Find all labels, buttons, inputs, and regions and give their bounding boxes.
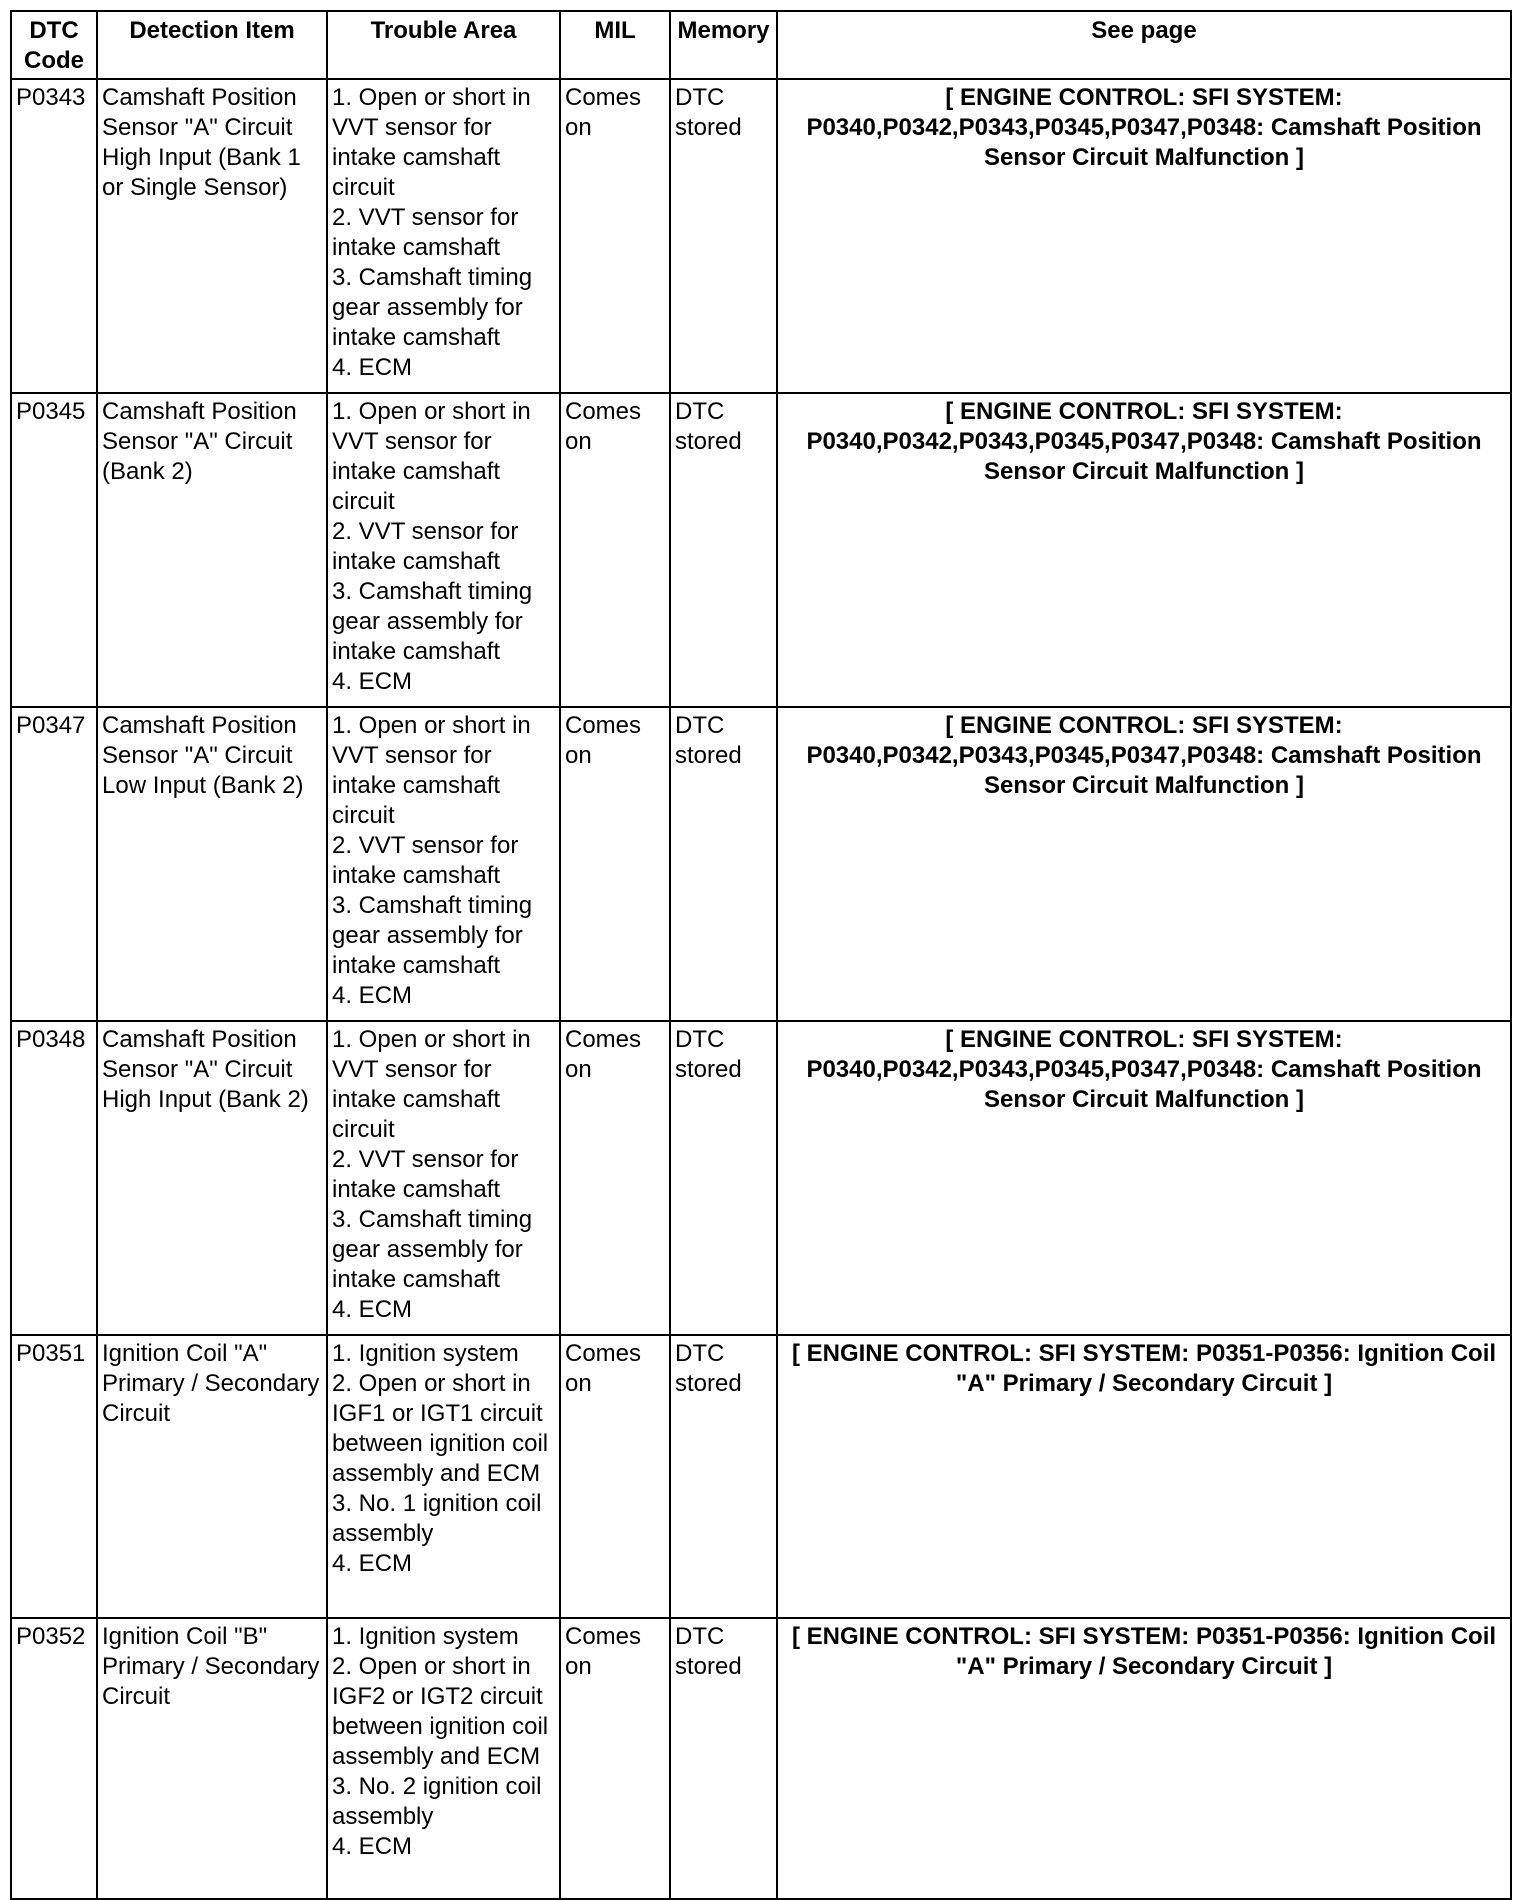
trouble-area-cell xyxy=(327,1021,560,1335)
dtc-table xyxy=(10,10,1512,1900)
trouble-area-line: 3. No. 2 ignition coil assembly xyxy=(332,1773,542,1830)
see-page-link[interactable]: [ ENGINE CONTROL: SFI SYSTEM: P0351-P0356: Ignition Coil "A" Primary / Secondary Circuit ] xyxy=(777,1618,1511,1899)
trouble-area-line: 4. ECM xyxy=(332,982,413,1009)
dtc-code-cell: P0347 xyxy=(11,707,97,1021)
dtc-code-cell: P0345 xyxy=(11,393,97,707)
trouble-area-line: 4. ECM xyxy=(332,1833,413,1860)
header-dtc-code: DTC Code xyxy=(11,11,97,79)
detection-item-cell: Ignition Coil "B" Primary / Secondary Circuit xyxy=(97,1618,327,1899)
trouble-area-line: 3. No. 1 ignition coil assembly xyxy=(332,1490,542,1547)
detection-item-cell: Camshaft Position Sensor "A" Circuit High Input (Bank 2) xyxy=(97,1021,327,1335)
see-page-link[interactable]: [ ENGINE CONTROL: SFI SYSTEM: P0340,P0342,P0343,P0345,P0347,P0348: Camshaft Position Sensor Circuit Malfunction ] xyxy=(777,393,1511,707)
header-detection-item: Detection Item xyxy=(97,11,327,79)
trouble-area-line: 2. Open or short in IGF2 or IGT2 circuit between ignition coil assembly and ECM xyxy=(332,1653,549,1770)
header-mil: MIL xyxy=(560,11,670,79)
trouble-area-line: 1. Open or short in VVT sensor for intake camshaft circuit xyxy=(332,398,531,515)
dtc-code-cell: P0351 xyxy=(11,1335,97,1618)
memory-cell: DTC stored xyxy=(670,79,777,393)
trouble-area-line: 4. ECM xyxy=(332,1550,413,1577)
trouble-area-line: 3. Camshaft timing gear assembly for intake camshaft xyxy=(332,892,533,979)
see-page-link[interactable]: [ ENGINE CONTROL: SFI SYSTEM: P0351-P0356: Ignition Coil "A" Primary / Secondary Circuit ] xyxy=(777,1335,1511,1618)
table-row xyxy=(11,707,1511,1021)
mil-cell: Comes on xyxy=(560,79,670,393)
table-row xyxy=(11,1335,1511,1618)
trouble-area-cell xyxy=(327,393,560,707)
mil-cell: Comes on xyxy=(560,393,670,707)
see-page-link[interactable]: [ ENGINE CONTROL: SFI SYSTEM: P0340,P0342,P0343,P0345,P0347,P0348: Camshaft Position Sensor Circuit Malfunction ] xyxy=(777,79,1511,393)
table-row xyxy=(11,79,1511,393)
trouble-area-line: 2. VVT sensor for intake camshaft xyxy=(332,1146,519,1203)
dtc-code-cell: P0348 xyxy=(11,1021,97,1335)
mil-cell: Comes on xyxy=(560,1021,670,1335)
dtc-code-cell: P0343 xyxy=(11,79,97,393)
memory-cell: DTC stored xyxy=(670,1335,777,1618)
see-page-link[interactable]: [ ENGINE CONTROL: SFI SYSTEM: P0340,P0342,P0343,P0345,P0347,P0348: Camshaft Position Sensor Circuit Malfunction ] xyxy=(777,707,1511,1021)
header-see-page: See page xyxy=(777,11,1511,79)
mil-cell: Comes on xyxy=(560,1618,670,1899)
trouble-area-line: 1. Open or short in VVT sensor for intake camshaft circuit xyxy=(332,712,531,829)
header-trouble-area: Trouble Area xyxy=(327,11,560,79)
memory-cell: DTC stored xyxy=(670,1021,777,1335)
trouble-area-line: 2. Open or short in IGF1 or IGT1 circuit between ignition coil assembly and ECM xyxy=(332,1370,549,1487)
see-page-link[interactable]: [ ENGINE CONTROL: SFI SYSTEM: P0340,P0342,P0343,P0345,P0347,P0348: Camshaft Position Sensor Circuit Malfunction ] xyxy=(777,1021,1511,1335)
detection-item-cell: Ignition Coil "A" Primary / Secondary Circuit xyxy=(97,1335,327,1618)
trouble-area-line: 4. ECM xyxy=(332,1296,413,1323)
trouble-area-line: 2. VVT sensor for intake camshaft xyxy=(332,518,519,575)
header-memory: Memory xyxy=(670,11,777,79)
trouble-area-line: 2. VVT sensor for intake camshaft xyxy=(332,832,519,889)
trouble-area-line: 4. ECM xyxy=(332,354,413,381)
trouble-area-line: 4. ECM xyxy=(332,668,413,695)
detection-item-cell: Camshaft Position Sensor "A" Circuit Low Input (Bank 2) xyxy=(97,707,327,1021)
trouble-area-line: 2. VVT sensor for intake camshaft xyxy=(332,204,519,261)
trouble-area-line: 1. Open or short in VVT sensor for intake camshaft circuit xyxy=(332,1026,531,1143)
detection-item-cell: Camshaft Position Sensor "A" Circuit High Input (Bank 1 or Single Sensor) xyxy=(97,79,327,393)
table-row xyxy=(11,393,1511,707)
trouble-area-line: 1. Ignition system xyxy=(332,1623,519,1650)
detection-item-cell: Camshaft Position Sensor "A" Circuit (Bank 2) xyxy=(97,393,327,707)
mil-cell: Comes on xyxy=(560,707,670,1021)
trouble-area-line: 1. Open or short in VVT sensor for intake camshaft circuit xyxy=(332,84,531,201)
trouble-area-cell xyxy=(327,707,560,1021)
table-row xyxy=(11,1618,1511,1899)
trouble-area-line: 3. Camshaft timing gear assembly for intake camshaft xyxy=(332,264,533,351)
memory-cell: DTC stored xyxy=(670,1618,777,1899)
trouble-area-cell xyxy=(327,1618,560,1899)
dtc-code-cell: P0352 xyxy=(11,1618,97,1899)
table-row xyxy=(11,1021,1511,1335)
trouble-area-cell xyxy=(327,79,560,393)
memory-cell: DTC stored xyxy=(670,393,777,707)
memory-cell: DTC stored xyxy=(670,707,777,1021)
trouble-area-line: 1. Ignition system xyxy=(332,1340,519,1367)
mil-cell: Comes on xyxy=(560,1335,670,1618)
header-row xyxy=(11,11,1511,79)
trouble-area-line: 3. Camshaft timing gear assembly for intake camshaft xyxy=(332,1206,533,1293)
trouble-area-line: 3. Camshaft timing gear assembly for intake camshaft xyxy=(332,578,533,665)
trouble-area-cell xyxy=(327,1335,560,1618)
